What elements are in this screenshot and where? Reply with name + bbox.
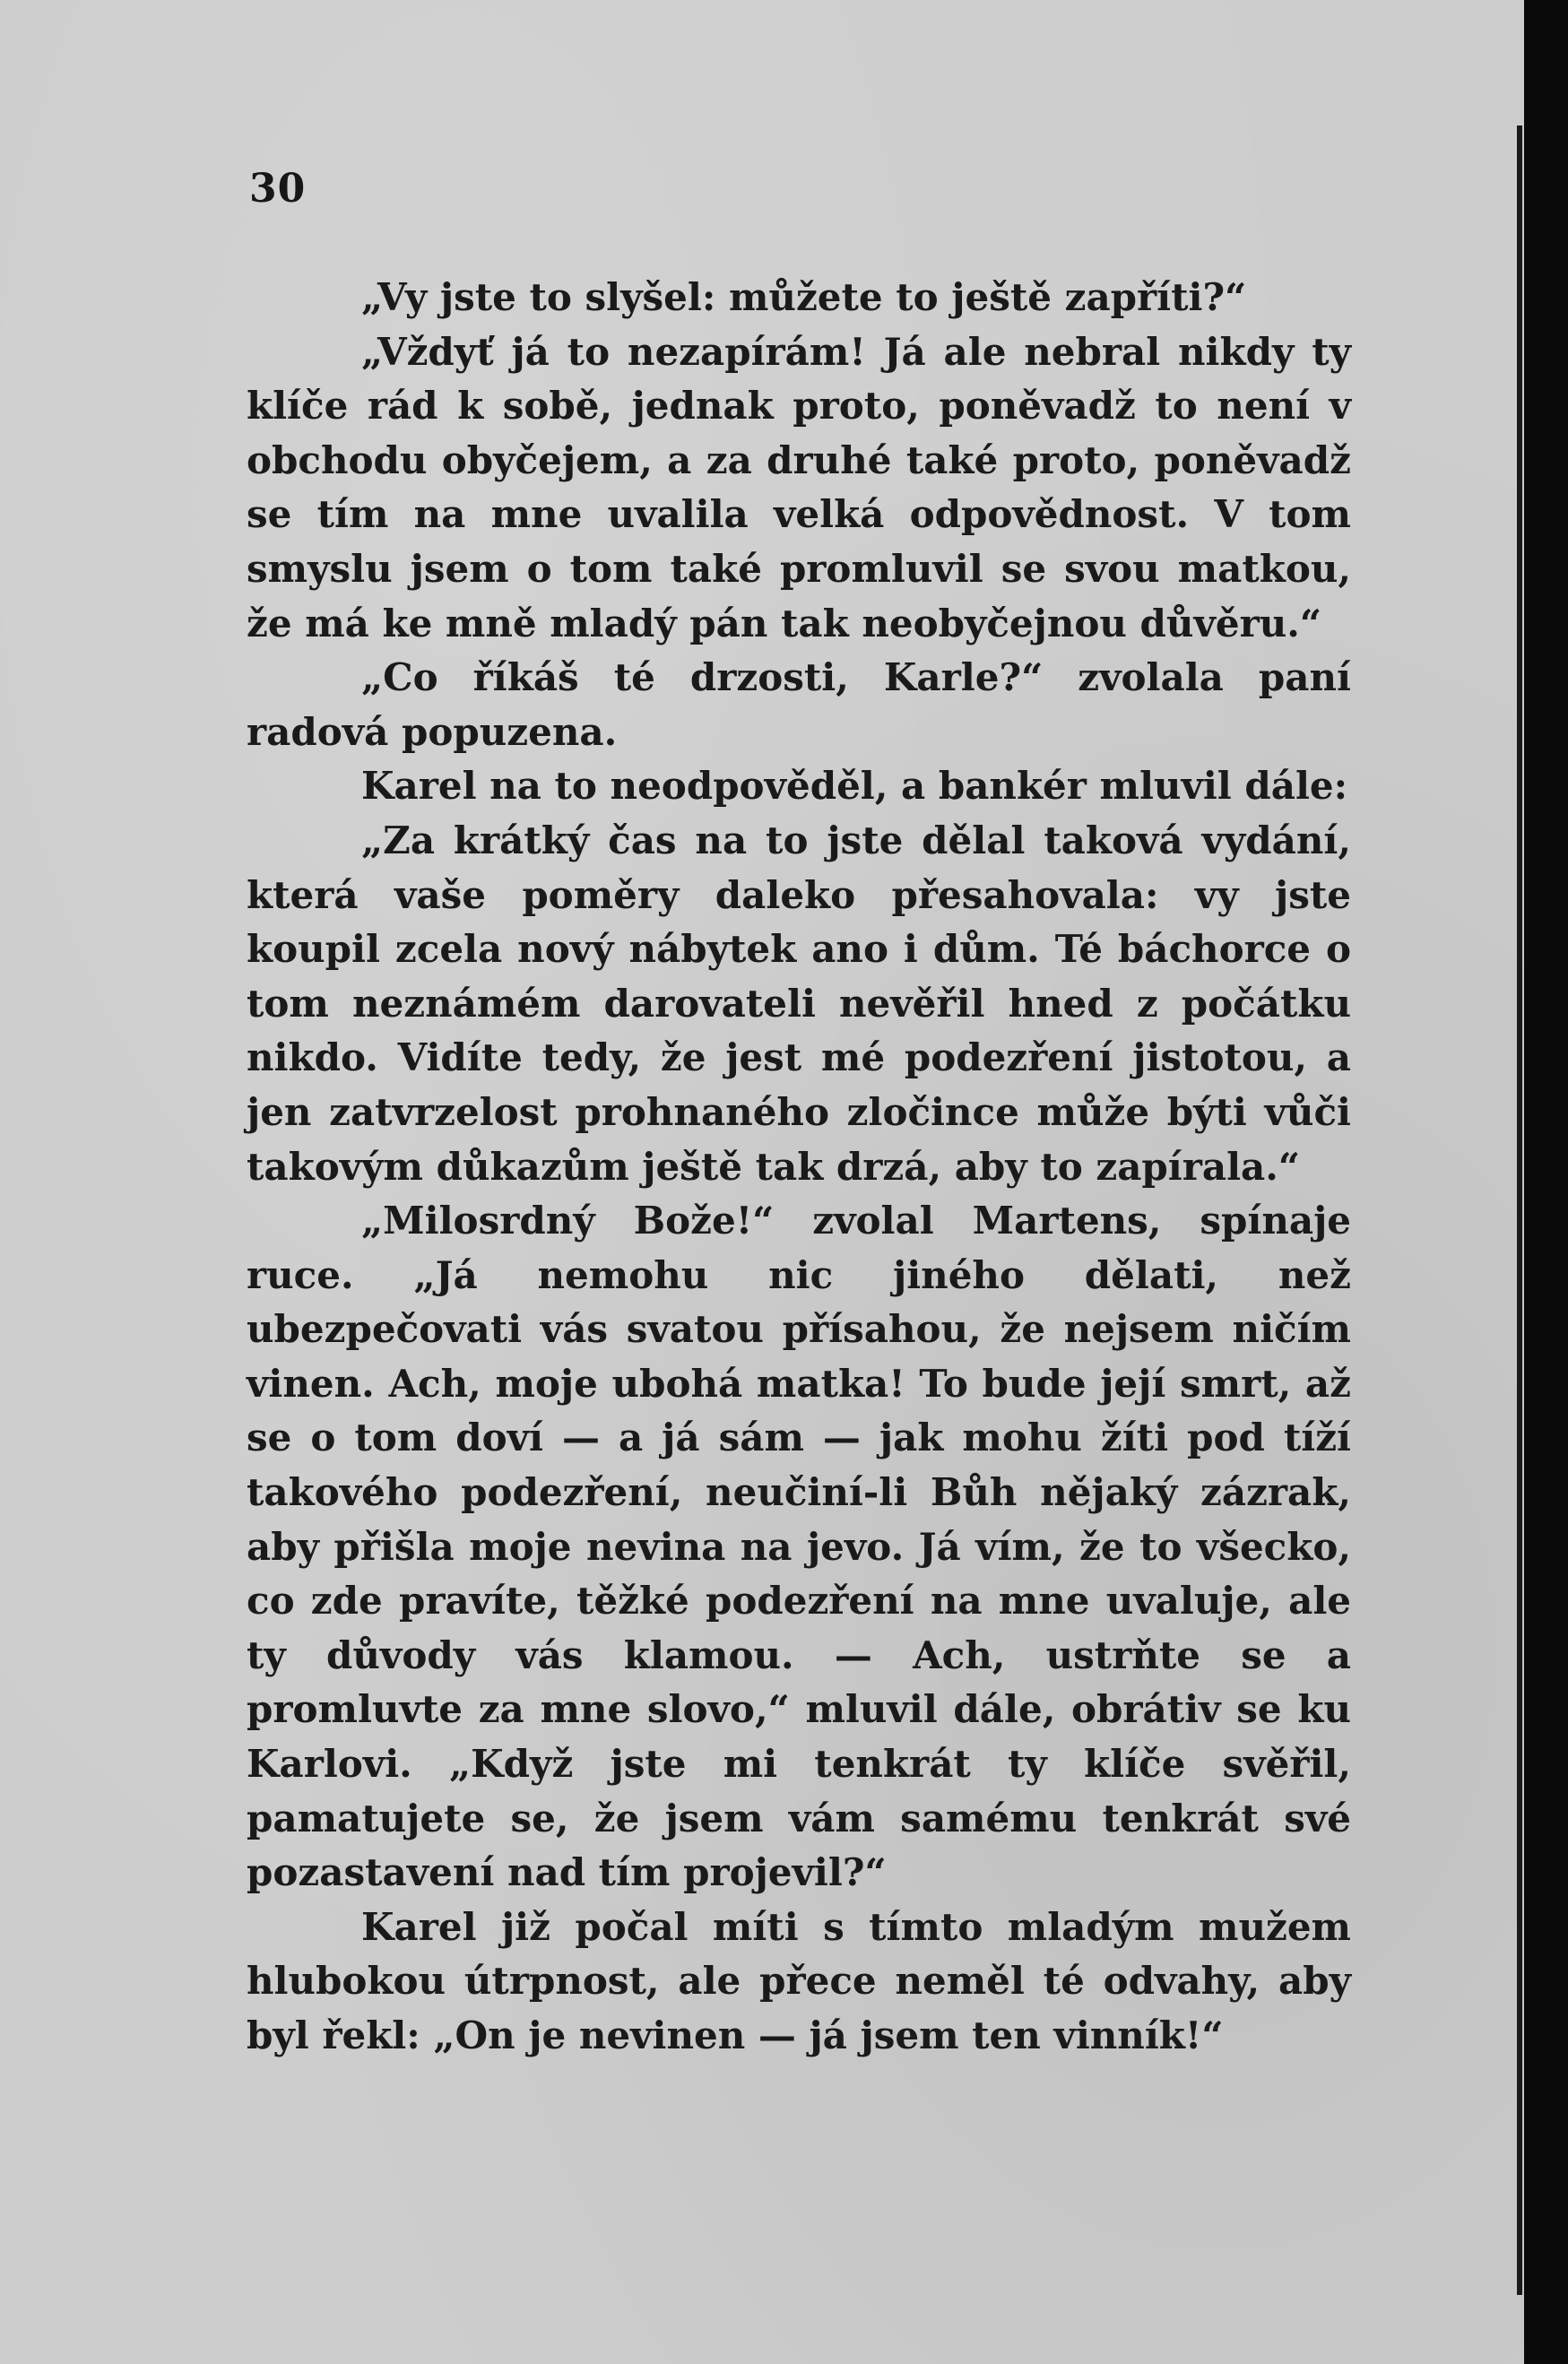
paragraph: „Vždyť já to nezapírám! Já ale nebral nikdy ty klíče rád k sobě, jednak proto, poněvadž to není v obchodu obyčejem, a za druhé také proto, poněvadž se tím na mne uvalila velká odpovědnost. V tom smyslu jsem o tom také promluvil se svou matkou, že má ke mně mladý pán tak neobyčejnou důvěru.“ xyxy=(247,329,1351,645)
paragraph: „Milosrdný Bože!“ zvolal Martens, spínaje ruce. „Já nemohu nic jiného dělati, než ubezpečovati vás svatou přísahou, že nejsem ničím vinen. Ach, moje ubohá matka! To bude její smrt, až se o tom doví — a já sám — jak mohu žíti pod tíží takového podezření, neučiní-li Bůh nějaký zázrak, aby přišla moje nevina na jevo. Já vím, že to všecko, co zde pravíte, těžké podezření na mne uvaluje, ale ty důvody vás klamou. — Ach, ustrňte se a promluvte za mne slovo,“ mluvil dále, obrátiv se ku Karlovi. „Když jste mi tenkrát ty klíče svěřil, pamatujete se, že jsem vám samému tenkrát své pozastavení nad tím projevil?“ xyxy=(247,1199,1351,1895)
body-text xyxy=(247,271,1351,2064)
paragraph: „Za krátký čas na to jste dělal taková vydání, která vaše poměry daleko přesahovala: vy jste koupil zcela nový nábytek ano i dům. Té báchorce o tom neznámém darovateli nevěřil hned z počátku nikdo. Vidíte tedy, že jest mé podezření jistotou, a jen zatvrzelost prohnaného zločince může býti vůči takovým důkazům ještě tak drzá, aby to zapírala.“ xyxy=(247,818,1351,1189)
scan-border xyxy=(1524,0,1568,2364)
paragraph: „Co říkáš té drzosti, Karle?“ zvolala paní radová popuzena. xyxy=(247,655,1351,754)
page-number: 30 xyxy=(249,166,307,212)
paragraph: Karel na to neodpověděl, a bankér mluvil dále: xyxy=(361,764,1348,809)
paragraph: „Vy jste to slyšel: můžete to ještě zapříti?“ xyxy=(361,275,1247,319)
page-edge-shadow xyxy=(1517,126,1522,2295)
paragraph: Karel již počal míti s tímto mladým mužem hlubokou útrpnost, ale přece neměl té odvahy, aby byl řekl: „On je nevinen — já jsem ten vinník!“ xyxy=(247,1904,1351,2057)
